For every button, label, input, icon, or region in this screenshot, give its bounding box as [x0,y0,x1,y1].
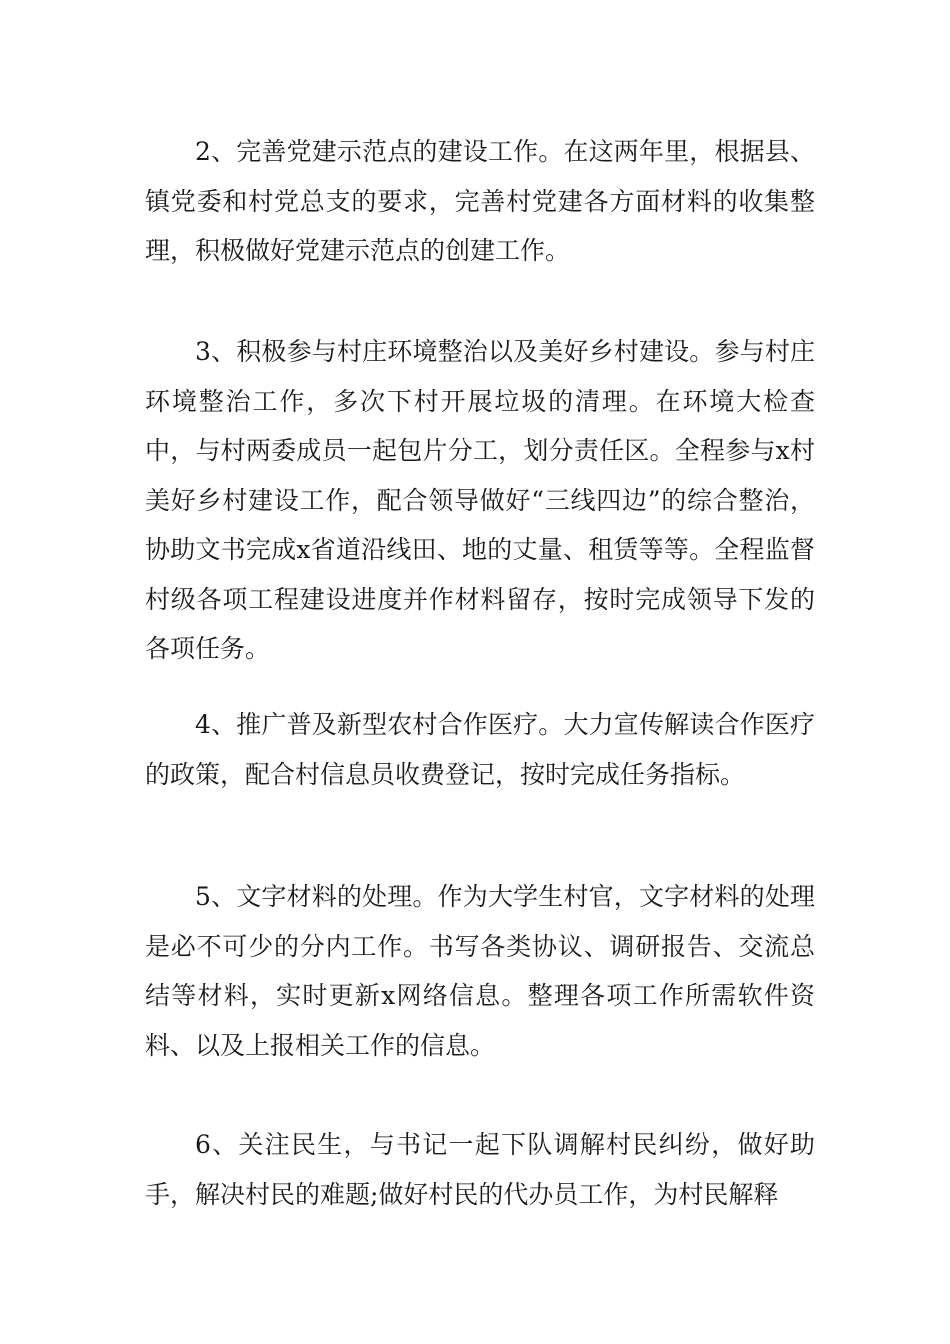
paragraph-item-3: 3、积极参与村庄环境整治以及美好乡村建设。参与村庄环境整治工作，多次下村开展垃圾的清理。在环境大检查中，与村两委成员一起包片分工，划分责任区。全程参与x村美好乡村建设工作，配合领导做好“三线四边”的综合整治，协助文书完成x省道沿线田、地的丈量、租赁等等。全程监督村级各项工程建设进度并作材料留存，按时完成领导下发的各项任务。 [145,337,815,663]
paragraph-item-4: 4、推广普及新型农村合作医疗。大力宣传解读合作医疗的政策，配合村信息员收费登记，按时完成任务指标。 [145,710,815,789]
paragraph-item-5: 5、文字材料的处理。作为大学生村官，文字材料的处理是必不可少的分内工作。书写各类协议、调研报告、交流总结等材料，实时更新x网络信息。整理各项工作所需软件资料、以及上报相关工作的信息。 [145,882,815,1060]
paragraph-item-2: 2、完善党建示范点的建设工作。在这两年里，根据县、镇党委和村党总支的要求，完善村党建各方面材料的收集整理，积极做好党建示范点的创建工作。 [145,137,815,265]
paragraph-item-6: 6、关注民生，与书记一起下队调解村民纠纷，做好助手，解决村民的难题;做好村民的代办员工作，为村民解释 [145,1130,815,1209]
